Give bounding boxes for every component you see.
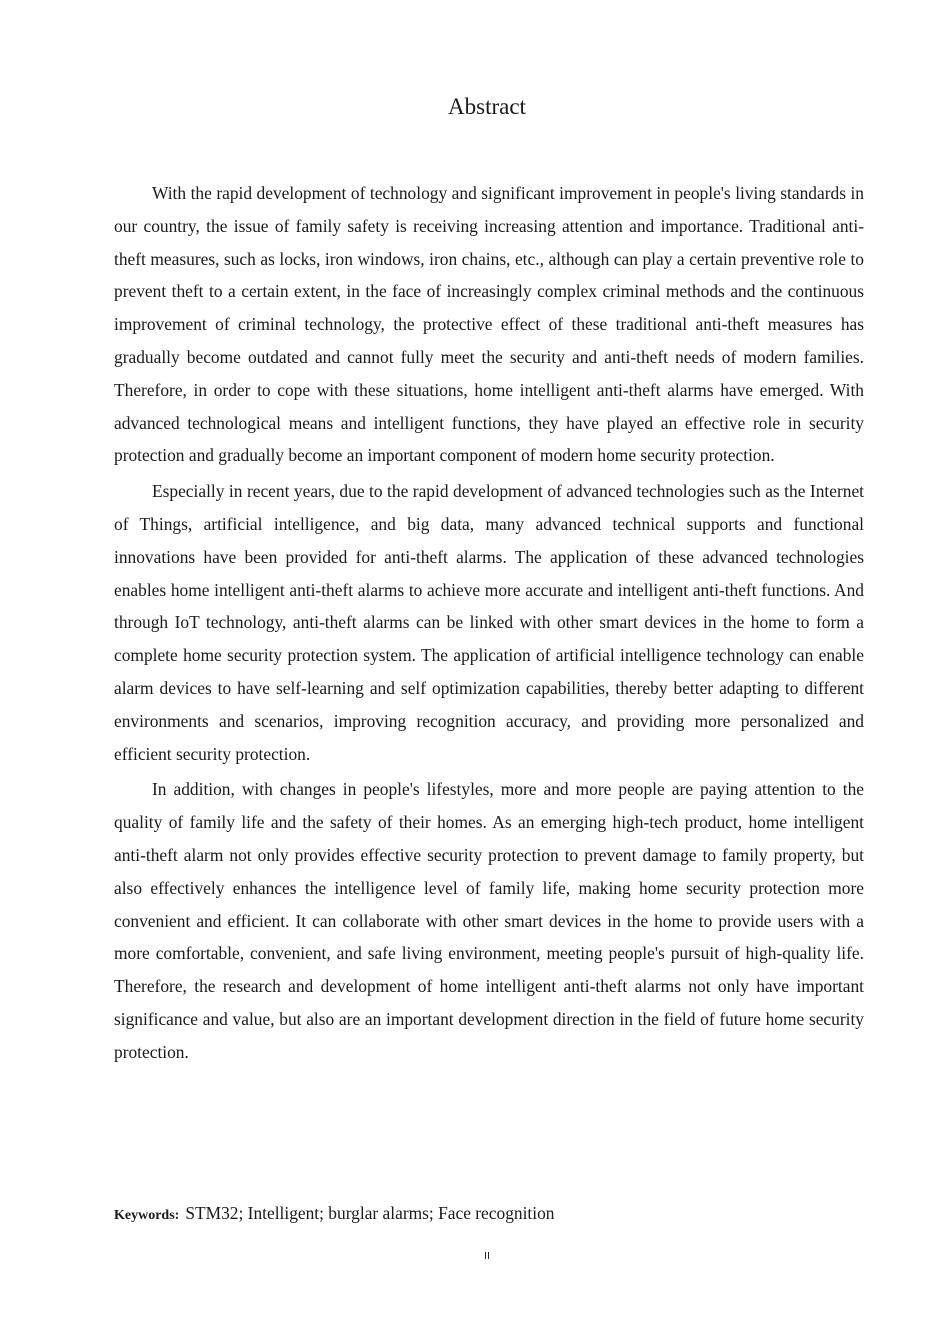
keywords-value: STM32; Intelligent; burglar alarms; Face recognition [185,1203,555,1223]
keywords-line [114,1198,554,1231]
abstract-paragraph-3: In addition, with changes in people's lifestyles, more and more people are paying attention to the quality of family life and the safety of their homes. As an emerging high-tech product, home intelligent anti-theft alarm not only provides effective security protection to prevent damage to family property, but also effectively enhances the intelligence level of family life, making home security protection more convenient and efficient. It can collaborate with other smart devices in the home to provide users with a more comfortable, convenient, and safe living environment, meeting people's pursuit of high-quality life. Therefore, the research and development of home intelligent anti-theft alarms not only have important significance and value, but also are an important development direction in the field of future home security protection. [114,779,864,1062]
page-number: II [484,1251,490,1262]
abstract-paragraph-2: Especially in recent years, due to the rapid development of advanced technologies such as the Internet of Things, artificial intelligence, and big data, many advanced technical supports and functional innovations have been provided for anti-theft alarms. The application of these advanced technologies enables home intelligent anti-theft alarms to achieve more accurate and intelligent anti-theft functions. And through IoT technology, anti-theft alarms can be linked with other smart devices in the home to form a complete home security protection system. The application of artificial intelligence technology can enable alarm devices to have self-learning and self optimization capabilities, thereby better adapting to different environments and scenarios, improving recognition accuracy, and providing more personalized and efficient security protection. [114,481,864,764]
abstract-body [114,177,864,1072]
keywords-label: Keywords: [114,1208,180,1223]
abstract-paragraph-1: With the rapid development of technology and significant improvement in people's living standards in our country, the issue of family safety is receiving increasing attention and importance. Traditional anti-theft measures, such as locks, iron windows, iron chains, etc., although can play a certain preventive role to prevent theft to a certain extent, in the face of increasingly complex criminal methods and the continuous improvement of criminal technology, the protective effect of these traditional anti-theft measures has gradually become outdated and cannot fully meet the security and anti-theft needs of modern families. Therefore, in order to cope with these situations, home intelligent anti-theft alarms have emerged. With advanced technological means and intelligent functions, they have played an effective role in security protection and gradually become an important component of modern home security protection. [114,183,864,466]
abstract-title: Abstract [448,94,526,119]
